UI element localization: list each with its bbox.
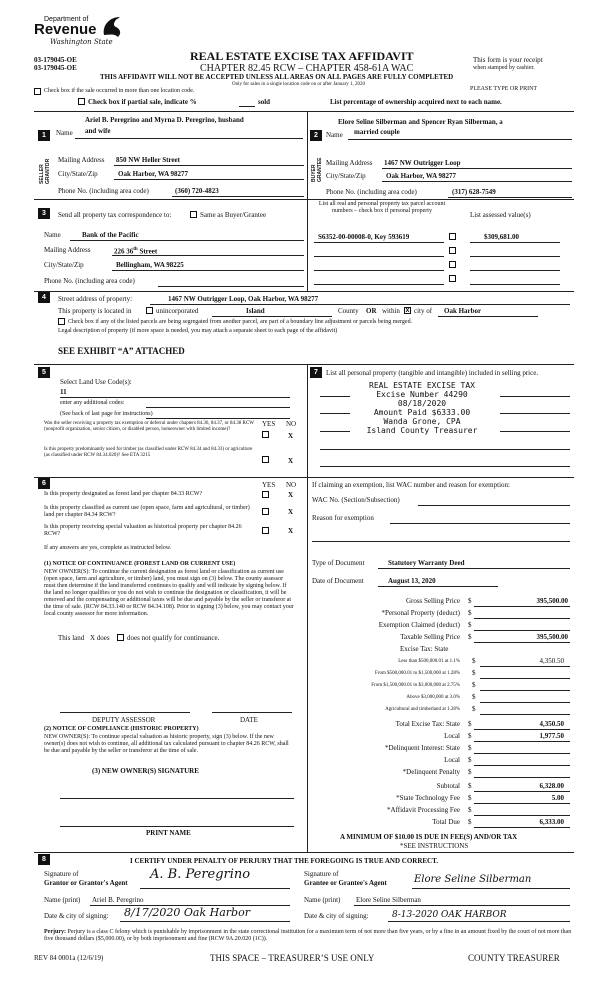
bracket-1-label: Less than $500,000.01 at 1.1% bbox=[398, 659, 460, 664]
seller-mail-label: Mailing Address bbox=[58, 156, 105, 164]
grantee-name-print[interactable]: Elore Seline Silberman bbox=[356, 896, 421, 904]
exhibit-a-text: SEE EXHIBIT “A” ATTACHED bbox=[58, 346, 185, 356]
local-label: Local bbox=[444, 732, 460, 740]
bracket-2-dollar: $ bbox=[472, 669, 476, 677]
type-doc-value[interactable]: Statutory Warranty Deed bbox=[388, 559, 465, 567]
personal-property-checkbox-3[interactable] bbox=[449, 261, 456, 268]
buyer-phone-label: Phone No. (including area code) bbox=[326, 188, 417, 196]
multi-location-checkbox[interactable] bbox=[34, 88, 41, 95]
date-doc-value[interactable]: August 13, 2020 bbox=[388, 577, 436, 585]
s5-q1-yes-checkbox[interactable] bbox=[262, 431, 269, 438]
delinquent-interest-dollar: $ bbox=[468, 744, 472, 752]
section-number-1: 1 bbox=[38, 130, 50, 141]
stamp-line-4: Amount Paid $6333.00 bbox=[373, 408, 471, 417]
grantor-date-city-label: Date & city of signing: bbox=[44, 912, 109, 920]
subtotal-value[interactable]: 6,328.00 bbox=[539, 782, 564, 790]
buyer-mail-label: Mailing Address bbox=[326, 159, 373, 167]
seller-side-label: SELLER GRANTOR bbox=[39, 158, 51, 184]
minimum-fee-note: A MINIMUM OF $10.00 IS DUE IN FEE(S) AND/OR TAX bbox=[340, 833, 518, 841]
grantor-date-city[interactable]: 8/17/2020 Oak Harbor bbox=[124, 906, 250, 919]
delinquent-penalty-dollar: $ bbox=[468, 768, 472, 776]
perjury-statement bbox=[44, 929, 572, 943]
same-as-buyer-checkbox[interactable] bbox=[190, 211, 197, 218]
see-instructions: *SEE INSTRUCTIONS bbox=[400, 842, 469, 850]
section-number-6: 6 bbox=[38, 478, 50, 489]
delinquent-local-label: Local bbox=[444, 756, 460, 764]
form-title: REAL ESTATE EXCISE TAX AFFIDAVIT bbox=[190, 49, 414, 63]
city-value[interactable]: Oak Harbor bbox=[444, 307, 482, 315]
wac-no-label: WAC No. (Section/Subsection) bbox=[312, 496, 400, 504]
corr-city-value[interactable]: Bellingham, WA 98225 bbox=[116, 261, 184, 269]
street-value[interactable]: 1467 NW Outrigger Loop, Oak Harbor, WA 98277 bbox=[168, 295, 319, 303]
county-value[interactable]: Island bbox=[246, 307, 265, 315]
corr-name-label: Name bbox=[44, 231, 61, 239]
seller-name-line2[interactable]: and wife bbox=[85, 127, 111, 135]
type-or-print: PLEASE TYPE OR PRINT bbox=[470, 86, 538, 92]
dept-logo-text: Revenue bbox=[34, 21, 97, 38]
total-excise-dollar: $ bbox=[468, 720, 472, 728]
personal-property-label: List all personal property (tangible and intangible) included in selling price. bbox=[326, 369, 539, 377]
s6-q2-yes-checkbox[interactable] bbox=[262, 508, 269, 515]
buyer-mail-value[interactable]: 1467 NW Outrigger Loop bbox=[384, 159, 461, 167]
ownership-note: List percentage of ownership acquired next to each name. bbox=[330, 98, 502, 106]
perjury-text: Perjury is a class C felony which is punishable by imprisonment in the state correctional institution for a maximum term of not more than five years, or by a fine in an amount fixed by the court of not more than five thousand dollars ($5,000.00), or by both imprisonment and fine (RCW 9A.20.020 (1C)). bbox=[44, 929, 572, 942]
s6-q2-no-mark[interactable]: X bbox=[288, 508, 294, 516]
grantor-name-print[interactable]: Ariel B. Peregrino bbox=[92, 896, 144, 904]
s6-q3-no-mark[interactable]: X bbox=[288, 527, 294, 535]
or-label: OR bbox=[366, 307, 377, 315]
county-treasurer-label: COUNTY TREASURER bbox=[468, 953, 560, 963]
s5-yes-header: YES bbox=[262, 420, 276, 428]
stamp-line-2: Excise Number 44290 bbox=[376, 390, 468, 399]
exemption-dollar: $ bbox=[468, 621, 472, 629]
within-label: within bbox=[382, 307, 400, 315]
subtotal-label: Subtotal bbox=[436, 782, 460, 790]
total-excise-value[interactable]: 4,350.50 bbox=[539, 720, 564, 728]
grantee-date-city[interactable]: 8-13-2020 OAK HARBOR bbox=[392, 910, 507, 920]
bracket-5-label: Agricultural and timberland at 1.28% bbox=[385, 707, 460, 712]
total-excise-label: Total Excise Tax: State bbox=[395, 720, 460, 728]
corr-phone-label: Phone No. (including area code) bbox=[44, 277, 135, 285]
receipt-line1: This form is your receipt bbox=[473, 56, 543, 64]
stamp-line-1: REAL ESTATE EXCISE TAX bbox=[369, 381, 475, 390]
affidavit-fee-label: *Affidavit Processing Fee bbox=[387, 806, 460, 814]
grantor-sig-label1: Signature of bbox=[44, 870, 79, 878]
land-use-label: Select Land Use Code(s): bbox=[60, 378, 132, 386]
grantor-signature[interactable]: A. B. Peregrino bbox=[150, 867, 251, 882]
receipt-line2: when stamped by cashier. bbox=[473, 65, 535, 71]
within-city-checkbox[interactable]: x bbox=[405, 307, 410, 314]
bracket-4-label: Above $3,000,000 at 3.0% bbox=[406, 695, 460, 700]
section-number-7: 7 bbox=[310, 367, 322, 378]
form-subtitle: CHAPTER 82.45 RCW – CHAPTER 458-61A WAC bbox=[200, 63, 414, 74]
dept-line1: Department of bbox=[44, 16, 89, 23]
legal-desc-label: Legal description of property (if more space is needed, you may attach a separate sheet to each page of the affidavit) bbox=[58, 328, 338, 334]
buyer-city-value[interactable]: Oak Harbor, WA 98277 bbox=[386, 172, 457, 180]
doc-number-1: 03-179045-OE bbox=[34, 56, 77, 64]
affidavit-fee-dollar: $ bbox=[468, 806, 472, 814]
buyer-city-label: City/State/Zip bbox=[326, 172, 366, 180]
date-doc-label: Date of Document bbox=[312, 577, 364, 585]
corr-mail-value[interactable]: 226 36th Street bbox=[114, 247, 158, 256]
notice1-title: (1) NOTICE OF CONTINUANCE (FOREST LAND OR CURRENT USE) bbox=[44, 561, 236, 567]
bracket-3-dollar: $ bbox=[472, 681, 476, 689]
tech-fee-value[interactable]: 5.00 bbox=[551, 794, 564, 802]
bracket-4-dollar: $ bbox=[472, 693, 476, 701]
personal-prop-deduct-label: *Personal Property (deduct) bbox=[381, 609, 460, 617]
s5-no-header: NO bbox=[286, 420, 297, 428]
street-label: Street address of property: bbox=[58, 295, 133, 303]
new-owner-signature-label: (3) NEW OWNER(S) SIGNATURE bbox=[92, 767, 199, 775]
grantee-name-print-label: Name (print) bbox=[304, 896, 341, 904]
bracket-1-dollar: $ bbox=[472, 657, 476, 665]
segregated-label: Check box if any of the listed parcels are being segregated from another parcel, are part of a boundary line adjustment or parcels being merged. bbox=[68, 319, 413, 325]
delinquent-interest-label: *Delinquent Interest: State bbox=[384, 744, 460, 752]
taxable-selling-label: Taxable Selling Price bbox=[400, 633, 460, 641]
notice2-title: (2) NOTICE OF COMPLIANCE (HISTORIC PROPERTY) bbox=[44, 726, 199, 732]
tech-fee-label: *State Technology Fee bbox=[396, 794, 460, 802]
tech-fee-dollar: $ bbox=[468, 794, 472, 802]
s6-no-header: NO bbox=[286, 481, 297, 489]
s6-question-1: Is this property designated as forest land per chapter 84.33 RCW? bbox=[44, 491, 203, 497]
seller-name-label: Name bbox=[56, 129, 73, 137]
corr-mail-label: Mailing Address bbox=[44, 246, 91, 254]
s6-question-3: Is this property receiving special valuation as historical property per chapter 84.26 RCW? bbox=[44, 524, 242, 537]
total-due-label: Total Due bbox=[432, 818, 460, 826]
date-label: DATE bbox=[240, 716, 258, 724]
stamp-line-3: 08/18/2020 bbox=[397, 399, 447, 408]
bracket-5-dollar: $ bbox=[472, 705, 476, 713]
corr-name-value[interactable]: Bank of the Pacific bbox=[82, 231, 139, 239]
corr-city-label: City/State/Zip bbox=[44, 261, 84, 269]
delinquent-local-dollar: $ bbox=[468, 756, 472, 764]
grantee-signature[interactable]: Elore Seline Silberman bbox=[414, 874, 532, 885]
dept-line3: Washington State bbox=[50, 38, 113, 46]
multi-location-label: Check box if the sale occurred in more than one location code. bbox=[44, 88, 195, 94]
personal-prop-dollar: $ bbox=[468, 609, 472, 617]
grantor-name-print-label: Name (print) bbox=[44, 896, 81, 904]
city-of-label: city of bbox=[414, 307, 433, 315]
section-number-4: 4 bbox=[38, 292, 50, 303]
form-revision: REV 84 0001a (12/6/19) bbox=[34, 954, 104, 962]
local-value[interactable]: 1,977.50 bbox=[539, 732, 564, 740]
partial-sale-label: Check box if partial sale, indicate % bbox=[88, 98, 197, 106]
s5-q2-yes-checkbox[interactable] bbox=[262, 456, 269, 463]
s6-question-2: Is this property classified as current use (open space, farm and agricultural, or timber) land per chapter 84.34 RCW? bbox=[44, 505, 250, 518]
grantor-agent-label: Grantor or Grantor's Agent bbox=[44, 879, 128, 887]
buyer-name-line2[interactable]: married couple bbox=[354, 128, 400, 136]
buyer-phone-value[interactable]: (317) 628-7549 bbox=[452, 188, 496, 196]
additional-codes-label: enter any additional codes: bbox=[60, 400, 125, 406]
personal-property-checkbox-4[interactable] bbox=[449, 275, 456, 282]
parcel-number-1[interactable]: S6352-00-00008-0, Key 593619 bbox=[318, 233, 410, 241]
s5-question-2: Is this property predominantly used for timber (as classified under RCW 84.34 and 84.33) or agriculture (as classified under RCW 84.34.020)? See ETA 3215 bbox=[44, 447, 253, 458]
land-use-value[interactable]: 11 bbox=[60, 388, 67, 396]
gross-selling-value[interactable]: 395,500.00 bbox=[536, 597, 568, 605]
does-label: X does bbox=[90, 634, 110, 642]
unincorporated-checkbox[interactable] bbox=[146, 307, 153, 314]
wa-state-logo-icon bbox=[100, 13, 126, 39]
corr-mail-sup: th bbox=[133, 247, 138, 252]
bracket-1-value[interactable]: 4,350.50 bbox=[539, 657, 564, 665]
same-as-buyer-label: Same as Buyer/Grantee bbox=[200, 211, 267, 219]
see-back-label: (See back of last page for instructions) bbox=[60, 411, 153, 417]
bracket-3-label: From $1,500,000.01 to $3,000,000 at 2.75% bbox=[371, 683, 460, 688]
print-name-label: PRINT NAME bbox=[146, 829, 191, 837]
section-number-2: 2 bbox=[310, 130, 322, 141]
partial-sale-sold: sold bbox=[258, 98, 271, 106]
buyer-name-label: Name bbox=[326, 131, 343, 139]
stamp-line-6: Island County Treasurer bbox=[366, 426, 478, 435]
taxable-selling-value[interactable]: 395,500.00 bbox=[536, 633, 568, 641]
treasurer-use-label: THIS SPACE – TREASURER’S USE ONLY bbox=[210, 953, 375, 963]
s6-if-yes: If any answers are yes, complete as instructed below. bbox=[44, 545, 172, 551]
subtotal-dollar: $ bbox=[468, 782, 472, 790]
seller-mail-value[interactable]: 850 NW Heller Street bbox=[116, 156, 180, 164]
assessed-header: List assessed value(s) bbox=[470, 211, 531, 219]
bracket-2-label: From $500,000.01 to $1,500,000 at 1.28% bbox=[375, 671, 460, 676]
personal-property-checkbox-1[interactable] bbox=[449, 233, 456, 240]
this-land-label: This land bbox=[58, 634, 85, 642]
doc-number-2: 03-179045-OE bbox=[34, 64, 77, 72]
section-number-8: 8 bbox=[38, 854, 50, 865]
warning-text: THIS AFFIDAVIT WILL NOT BE ACCEPTED UNLESS ALL AREAS ON ALL PAGES ARE FULLY COMPLETED bbox=[100, 73, 454, 81]
deputy-assessor-label: DEPUTY ASSESSOR bbox=[92, 716, 156, 724]
grantee-agent-label: Grantee or Grantee's Agent bbox=[304, 879, 387, 887]
does-not-qualify-checkbox[interactable] bbox=[117, 634, 124, 641]
unincorporated-label: unincorporated bbox=[156, 307, 199, 315]
s5-q2-no-mark[interactable]: X bbox=[288, 457, 294, 465]
exemption-deduct-label: Exemption Claimed (deduct) bbox=[378, 621, 460, 629]
certify-text: I CERTIFY UNDER PENALTY OF PERJURY THAT THE FOREGOING IS TRUE AND CORRECT. bbox=[130, 857, 439, 865]
notice2-text: NEW OWNER(S): To continue special valuation as historic property, sign (3) below. If the new owner(s) does not wish to continue, all additional tax calculated pursuant to chapter 84.26 RCW, shall be due and payable by the seller or transferor at the time of sale. bbox=[44, 734, 289, 754]
taxable-selling-dollar: $ bbox=[468, 633, 472, 641]
total-due-value[interactable]: 6,333.00 bbox=[539, 818, 564, 826]
s6-yes-header: YES bbox=[262, 481, 276, 489]
type-doc-label: Type of Document bbox=[312, 559, 365, 567]
s6-q1-yes-checkbox[interactable] bbox=[262, 491, 269, 498]
s6-q3-yes-checkbox[interactable] bbox=[262, 527, 269, 534]
section-number-5: 5 bbox=[38, 367, 50, 378]
s6-q1-no-mark[interactable]: X bbox=[288, 491, 294, 499]
located-label: This property is located in bbox=[58, 307, 132, 315]
s5-question-1: Was the seller receiving a property tax exemption or deferral under chapters 84.36, 84.37, or 84.38 RCW (nonprofit organization, senior citizen, or disabled person, homeowner with limited income)? bbox=[44, 421, 254, 432]
treasurer-stamp bbox=[352, 381, 492, 435]
gross-selling-label: Gross Selling Price bbox=[405, 597, 460, 605]
delinquent-penalty-label: *Delinquent Penalty bbox=[402, 768, 460, 776]
seller-phone-value[interactable]: (360) 720-4823 bbox=[175, 187, 219, 195]
seller-city-label: City/State/Zip bbox=[58, 170, 98, 178]
reason-label: Reason for exemption bbox=[312, 514, 374, 522]
s5-q1-no-mark[interactable]: X bbox=[288, 432, 294, 440]
only-for-note: Only for sales in a single location code on or after January 1, 2020 bbox=[232, 82, 366, 87]
personal-property-checkbox-2[interactable] bbox=[449, 247, 456, 254]
notice1-text: NEW OWNER(S): To continue the current designation as forest land or classification as current use (open space, farm and agriculture, or timber) land, you must sign on (3) below. The county assessor must then determine if the land transferred continues to qualify and will indicate by signing below. If the land no longer qualifies or you do not wish to continue the designation or classification, it will be removed and the compensating or additional taxes will be due and payable by the seller or transferor at the time of sale. (RCW 84.33.140 or RCW 84.34.108). Prior to signing (3) below, you may contact your local county assessor for more information. bbox=[44, 569, 294, 617]
correspondence-label: Send all property tax correspondence to: bbox=[58, 211, 172, 219]
grantee-sig-label1: Signature of bbox=[304, 870, 339, 878]
stamp-line-5: Wanda Grone, CPA bbox=[383, 417, 461, 426]
seller-city-value[interactable]: Oak Harbor, WA 98277 bbox=[118, 170, 189, 178]
buyer-name-line1[interactable]: Elore Seline Silberman and Spencer Ryan Silberman, a bbox=[338, 118, 503, 126]
total-due-dollar: $ bbox=[468, 818, 472, 826]
assessed-value-1[interactable]: $309,681.00 bbox=[484, 233, 519, 241]
seller-phone-label: Phone No. (including area code) bbox=[58, 187, 149, 195]
local-dollar: $ bbox=[468, 732, 472, 740]
grantee-date-city-label: Date & city of signing: bbox=[304, 912, 369, 920]
section-number-3: 3 bbox=[38, 208, 50, 219]
segregated-checkbox[interactable] bbox=[58, 318, 65, 325]
partial-sale-checkbox[interactable] bbox=[78, 98, 85, 105]
excise-tax-state-label: Excise Tax: State bbox=[400, 645, 449, 653]
perjury-title: Perjury: bbox=[44, 929, 66, 935]
wac-claim-label: If claiming an exemption, list WAC number and reason for exemption: bbox=[312, 481, 510, 489]
seller-name-line1[interactable]: Ariel B. Peregrino and Myrna D. Peregrino, husband bbox=[85, 116, 244, 124]
gross-selling-dollar: $ bbox=[468, 597, 472, 605]
not-qualify-label: does not qualify for continuance. bbox=[127, 634, 220, 642]
buyer-side-label: BUYER GRANTEE bbox=[311, 157, 323, 182]
parcel-header: List all real and personal property tax parcel account numbers – check box if personal property bbox=[318, 201, 446, 214]
county-label: County bbox=[338, 307, 359, 315]
